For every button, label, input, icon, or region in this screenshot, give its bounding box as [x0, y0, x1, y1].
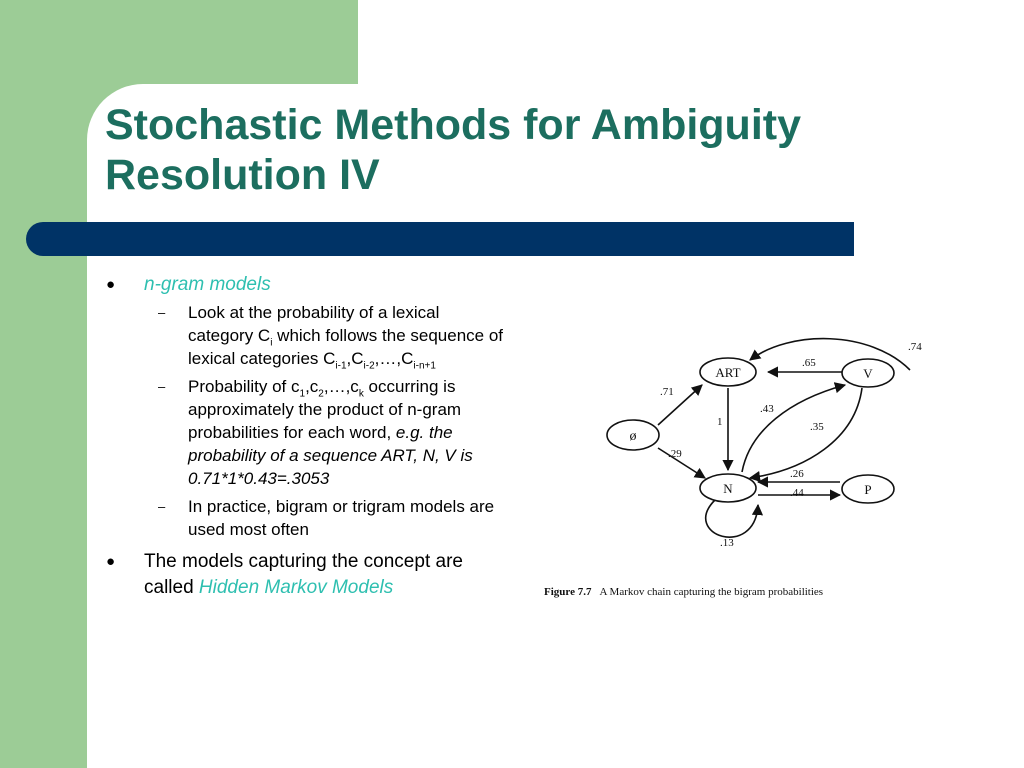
- figure-caption-text: A Markov chain capturing the bigram probabilities: [599, 586, 824, 598]
- edge-n-self: [706, 500, 758, 537]
- slide-title-line-1: Stochastic Methods for Ambiguity: [105, 101, 801, 149]
- sub-bullet-in-practice: [106, 495, 506, 541]
- hmm-term: Hidden Markov Models: [198, 577, 394, 598]
- node-phi-label: ø: [629, 429, 637, 444]
- dash-icon: –: [158, 499, 166, 514]
- subscript: 2: [318, 388, 324, 400]
- sub-bullet-text: In practice, bigram or trigram models are used most often: [188, 497, 495, 539]
- bullet-hidden-markov: [106, 549, 506, 601]
- subscript: 1: [299, 388, 306, 400]
- sub-bullet-text-part: which follows the sequence of lexical categories C: [188, 326, 504, 368]
- dash-icon: –: [158, 379, 166, 394]
- node-n-label: N: [723, 481, 733, 496]
- edge-label-v-n: .35: [810, 421, 824, 433]
- subscript: i: [270, 337, 273, 349]
- sub-bullet-probability: [106, 375, 506, 490]
- edge-label-p-n-top: .26: [790, 468, 804, 480]
- edge-v-n: [750, 388, 862, 478]
- node-v-label: V: [863, 366, 873, 381]
- figure-caption: [544, 586, 944, 598]
- edge-label-art-n: 1: [717, 416, 723, 428]
- slide-title: [105, 100, 985, 200]
- sub-bullet-text-part: Probability of c: [188, 377, 300, 396]
- figure-caption-label: Figure 7.7: [544, 586, 592, 598]
- node-p-label: P: [864, 482, 872, 497]
- markov-chain-diagram: [540, 330, 940, 580]
- sub-bullet-text-part: ,…,c: [323, 377, 359, 396]
- edge-label-n-n: .13: [720, 537, 734, 549]
- edge-label-p-n-bottom: .44: [790, 487, 804, 499]
- slide-title-line-2: Resolution IV: [105, 151, 380, 199]
- subscript: k: [358, 388, 364, 400]
- markov-chain-figure: [540, 330, 940, 610]
- edge-label-phi-art: .71: [660, 386, 674, 398]
- sub-bullet-text-part: Look at the probability of a lexical category C: [188, 303, 440, 345]
- bullet-dot-icon: ●: [106, 276, 116, 293]
- sub-bullet-text-part: ,…,C: [374, 349, 414, 368]
- edge-label-v-art-short: .65: [802, 357, 816, 369]
- bullet-ngram-models: [106, 272, 506, 298]
- bullet-dot-icon: ●: [106, 553, 116, 570]
- node-art-label: ART: [715, 365, 741, 380]
- example-text: e.g. the probability of a sequence ART, N, V is 0.71*1*0.43=.3053: [188, 423, 473, 488]
- subscript: i-2: [363, 360, 375, 372]
- edge-n-v: [742, 385, 845, 472]
- bullet-text: The models capturing the concept are called: [144, 551, 463, 598]
- sub-bullet-lexical-category: [106, 301, 506, 370]
- dash-icon: –: [158, 305, 166, 320]
- sub-bullet-text-part: occurring is approximately the product of n-gram probabilities for each word,: [188, 377, 462, 442]
- sub-bullet-text-part: ,c: [305, 377, 319, 396]
- title-divider-bar: [26, 222, 854, 256]
- edge-label-v-art-long: .74: [908, 341, 922, 353]
- subscript: i-1: [335, 360, 347, 372]
- bullet-text: n-gram models: [144, 274, 271, 295]
- subscript: i-n+1: [413, 360, 436, 372]
- edge-label-phi-n: .29: [668, 448, 682, 460]
- bullet-list: [106, 272, 506, 601]
- edge-label-n-v: .43: [760, 403, 774, 415]
- sub-bullet-text-part: ,C: [346, 349, 364, 368]
